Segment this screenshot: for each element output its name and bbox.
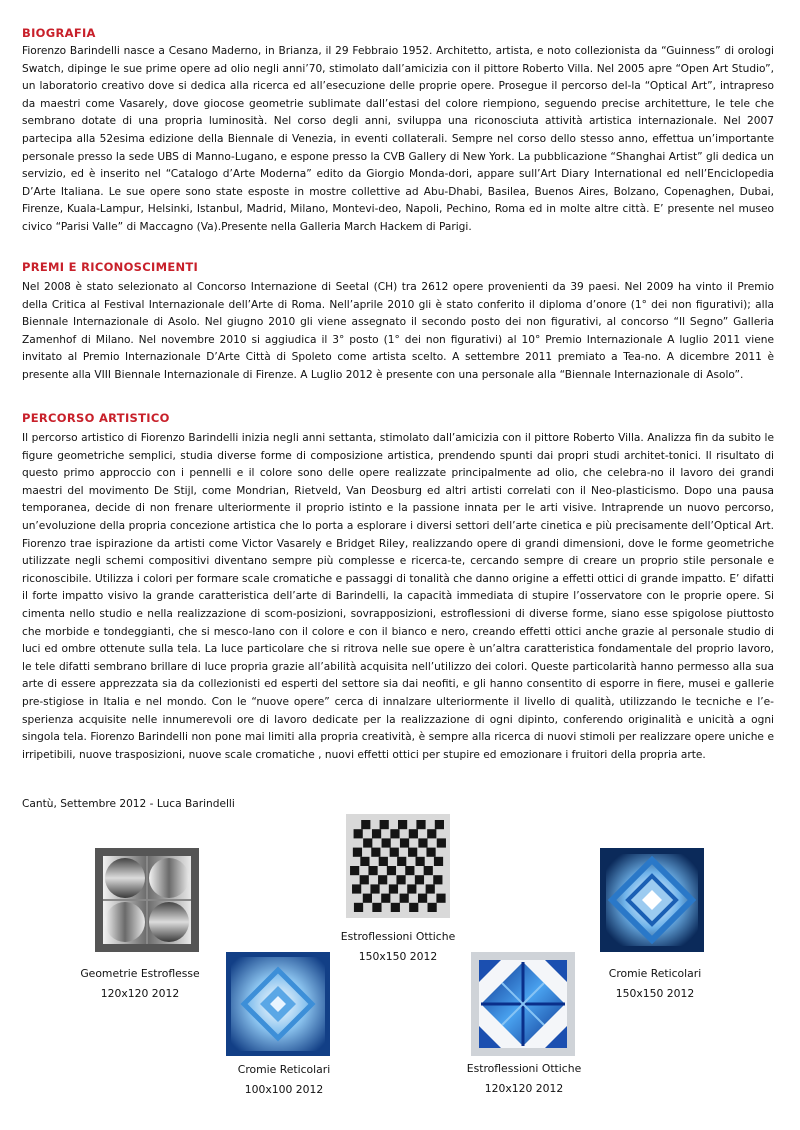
checker-cell bbox=[407, 884, 416, 893]
artwork-size: 150x150 2012 bbox=[615, 987, 695, 1000]
artwork-title: Cromie Reticolari bbox=[608, 967, 702, 980]
checker-cell bbox=[405, 866, 414, 875]
checker-cell bbox=[371, 848, 380, 857]
checker-cell bbox=[361, 820, 370, 829]
signature: Cantù, Settembre 2012 - Luca Barindelli bbox=[22, 798, 235, 810]
checker-cell bbox=[416, 857, 425, 866]
artwork-size: 100x100 2012 bbox=[244, 1083, 324, 1096]
section-title-premi: PREMI E RICONOSCIMENTI bbox=[22, 260, 199, 274]
checker-cell bbox=[352, 884, 361, 893]
caption-estroflessioni-ottiche-bw bbox=[308, 927, 488, 967]
artwork-size: 150x150 2012 bbox=[358, 950, 438, 963]
checker-cell bbox=[381, 894, 390, 903]
checker-cell bbox=[354, 829, 363, 838]
checker-cell bbox=[360, 875, 369, 884]
checker-cell bbox=[433, 875, 442, 884]
checker-cell bbox=[380, 820, 389, 829]
artwork-title: Geometrie Estroflesse bbox=[80, 967, 200, 980]
percorso-text: Il percorso artistico di Fiorenzo Barindelli inizia negli anni settanta, stimolato dall’amicizia con il pittore Roberto Villa. Analizza fin da subito le figure geometriche semplici, studia diverse forme di composizione artistica, prendendo spunti dai propri studi architet-tonici. Il risultato di questo primo approccio con i pennelli e il colore sono delle opere realizzate principalmente ad olio, che celebra-no il lavoro dei grandi maestri del movimento De Stijl, come Mondrian, Rietveld, Van Deosburg ed altri artisti correlati con il Neo-plasticismo. Dopo una pausa temporanea, decide di non frenare ulteriormente il proprio istinto e la passione innata per le arti visive. Intraprende un nuovo percorso, un’evoluzione della propria concezione artistica che lo porta a esplorare i diversi settori dell’arte cinetica e più precisamente dell’Optical Art. Fiorenzo trae ispirazione da artisti come Victor Vasarely e Bridget Riley, realizzando opere di grandi dimensioni, dove le forme geometriche utilizzate negli schemi compositivi diventano sempre più complesse e ricerca-te, cercando sempre di creare un proprio stile personale e riconoscibile. Utilizza i colori per formare scale cromatiche e passaggi di tonalità che danno origine a effetti ottici di grande impatto. E’ difatti il forte impatto visivo la grande caratteristica dell’arte di Barindelli, la capacità immediata di stupire l’osservatore con le proprie opere. Si cimenta nello studio e nella realizzazione di scom-posizioni, sovrapposizioni, estroflessioni di diverse forme, siano esse spigolose piuttosto che morbide e tondeggianti, che si mesco-lano con il colore e con il bianco e nero, creando effetti ottici anche grazie al personale studio di luci ed ombre ottenute sulla tela. La luce particolare che si ritrova nelle sue opere è un’altra caratteristica fondamentale del proprio lavoro, le tele difatti sembrano brillare di luce propria grazie all’abilità acquisita nell’utilizzo dei colori. Queste particolarità hanno permesso alla sua arte di essere apprezzata sia da collezionisti ed esperti del settore sia dai neofiti, e gli hanno consentito di esporre in fiere, musei e gallerie pre-stigiose in Italia e nel mondo. Con le “nuove opere” cerca di innalzare ulteriormente il livello di qualità, utilizzando le tecniche e l’e-sperienza acquisite nelle innumerevoli ore di lavoro dedicate per la realizzazione di ogni dipinto, conferendo originalità e unicità a ogni singola tela. Fiorenzo Barindelli non pone mai limiti alla propria creatività, è sempre alla ricerca di nuovi stimoli per realizzare opere uniche e irripetibili, nuove trasposizioni, nuove scale cromatiche , nuovi effetti ottici per stupire ed emozionare i fruitori della propria arte. bbox=[22, 432, 774, 761]
checker-cell bbox=[418, 838, 427, 847]
artwork-title: Estroflessioni Ottiche bbox=[466, 1062, 582, 1075]
artwork-size: 120x120 2012 bbox=[100, 987, 180, 1000]
artwork-cromie-reticolari-large bbox=[600, 848, 704, 952]
checker-cell bbox=[370, 884, 379, 893]
checker-cell bbox=[390, 829, 399, 838]
artwork-estroflessioni-ottiche-blue bbox=[471, 952, 575, 1056]
caption-cromie-reticolari-large bbox=[565, 964, 745, 1004]
checker-cell bbox=[436, 894, 445, 903]
checker-cell bbox=[387, 866, 396, 875]
checker-cell bbox=[426, 884, 435, 893]
artwork-cromie-reticolari-small bbox=[226, 952, 330, 1056]
checker-cell bbox=[416, 820, 425, 829]
section-title-percorso: PERCORSO ARTISTICO bbox=[22, 411, 170, 425]
caption-estroflessioni-ottiche-blue bbox=[434, 1059, 614, 1099]
artwork-estroflessioni-ottiche-bw bbox=[346, 814, 450, 918]
checker-cell bbox=[363, 838, 372, 847]
checker-cell bbox=[368, 866, 377, 875]
checker-cell bbox=[424, 866, 433, 875]
checker-cell bbox=[409, 829, 418, 838]
checker-cell bbox=[408, 848, 417, 857]
biografia-text: Fiorenzo Barindelli nasce a Cesano Maderno, in Brianza, il 29 Febbraio 1952. Architetto, artista, e noto collezionista da “Guinness” di orologi Swatch, dipinge le sue prime opere ad olio negli anni’70, stimolato dall’amicizia con il pittore Roberto Villa. Nel 2005 apre “Open Art Studio”, un laboratorio creativo dove si dedica alla ricerca ed all’esecuzione delle proprie opere. Prosegue il percorso del-la “Optical Art”, intrapreso da maestri come Vasarely, dove giocose geometrie sublimate dall’estasi del colore riempiono, seguendo precise architetture, le tele che sembrano dotate di una propria luminosità. Nel corso degli anni, sviluppa una riconosciuta attività artistica internazionale. Nel 2007 partecipa alla 52esima edizione della Biennale di Venezia, in eventi collaterali. Sempre nel corso dello stesso anno, effettua un’importante personale presso la sede UBS di Manno-Lugano, e espone presso la CVB Gallery di New York. La pubblicazione “Shanghai Artist” gli dedica un servizio, ed è inserito nel “Catalogo d’Arte Moderna” edito da Giorgio Monda-dori, appare sull’Art Diary International ed nell’Enciclopedia D’Arte Italiana. Le sue opere sono state esposte in mostre collettive ad Abu-Dhabi, Basilea, Buenos Aires, Bolzano, Copenaghen, Dubai, Firenze, Kuala-Lampur, Helsinki, Istanbul, Madrid, Milano, Montevi-deo, Napoli, Pechino, Roma ed in molte altre città. E’ presente nel museo civico “Parisi Valle” di Maccagno (Va).Presente nella Galleria March Hackem di Parigi. bbox=[22, 45, 774, 233]
checker-cell bbox=[363, 894, 372, 903]
checker-cell bbox=[415, 875, 424, 884]
checker-cell bbox=[427, 829, 436, 838]
checker-cell bbox=[409, 903, 418, 912]
section-title-biografia: BIOGRAFIA bbox=[22, 26, 96, 40]
checker-cell bbox=[372, 829, 381, 838]
checker-cell bbox=[435, 820, 444, 829]
checker-cell bbox=[418, 894, 427, 903]
checker-cell bbox=[382, 838, 391, 847]
checker-cell bbox=[360, 857, 369, 866]
checker-cell bbox=[400, 838, 409, 847]
checker-cell bbox=[390, 848, 399, 857]
checker-cell bbox=[353, 848, 362, 857]
checker-cell bbox=[350, 866, 359, 875]
checker-cell bbox=[354, 903, 363, 912]
checker-cell bbox=[397, 857, 406, 866]
artwork-geometrie-estroflesse bbox=[95, 848, 199, 952]
checker-cell bbox=[379, 857, 388, 866]
caption-cromie-reticolari-small bbox=[194, 1060, 374, 1100]
artwork-title: Estroflessioni Ottiche bbox=[340, 930, 456, 943]
artwork-size: 120x120 2012 bbox=[484, 1082, 564, 1095]
checker-cell bbox=[400, 894, 409, 903]
checker-cell bbox=[437, 838, 446, 847]
checker-cell bbox=[396, 875, 405, 884]
checker-cell bbox=[389, 884, 398, 893]
checker-cell bbox=[398, 820, 407, 829]
premi-text: Nel 2008 è stato selezionato al Concorso Internazione di Seetal (CH) tra 2612 opere provenienti da 39 paesi. Nel 2009 ha vinto il Premio della Critica al Festival Internazionale dell’Arte di Roma. Nell’aprile 2010 gli è stato conferito il diploma d’onore (1° dei non figurativi); alla Biennale Internazionale di Asolo. Nel giugno 2010 gli viene assegnato il secondo posto dei non figurativi, al concorso “Il Segno” Galleria Zamenhof di Milano. Nel novembre 2010 si aggiudica il 3° posto (1° dei non figurativi) al 10° Premio Internazionale A luglio 2011 viene invitato al Premio Internazionale D’Arte Città di Spoleto come artista scelto. A settembre 2011 premiato a Tea-no. A dicembre 2011 è presente alla VIII Biennale Internazionale di Firenze. A Luglio 2012 è presente con una personale alla “Biennale Internazionale di Asolo”. bbox=[22, 281, 774, 381]
caption-geometrie-estroflesse bbox=[50, 964, 230, 1004]
checker-cell bbox=[378, 875, 387, 884]
checker-cell bbox=[372, 903, 381, 912]
artwork-title: Cromie Reticolari bbox=[237, 1063, 331, 1076]
checker-cell bbox=[428, 903, 437, 912]
checker-cell bbox=[391, 903, 400, 912]
checker-cell bbox=[434, 857, 443, 866]
checker-cell bbox=[426, 848, 435, 857]
